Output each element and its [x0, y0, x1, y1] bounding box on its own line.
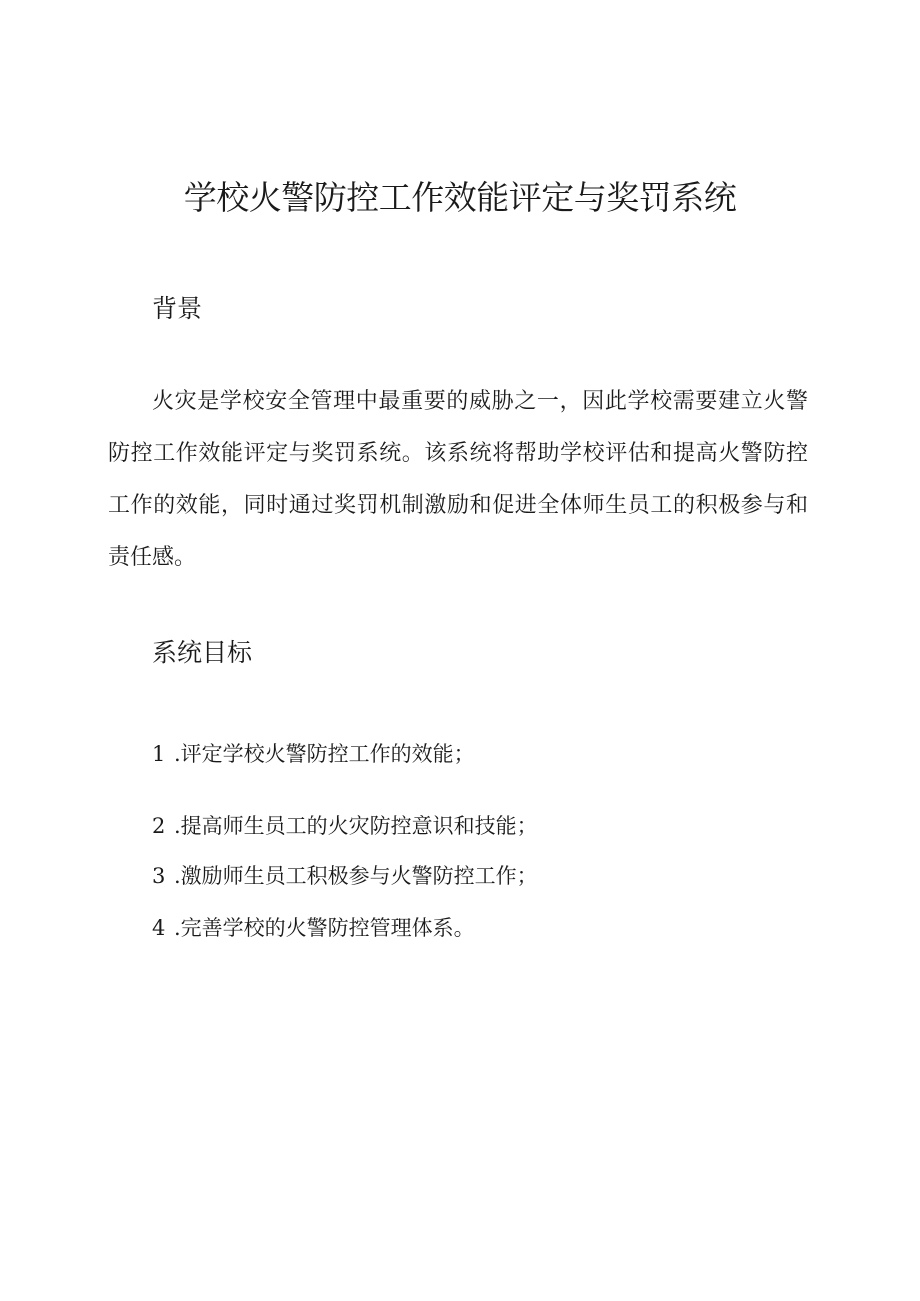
document-title: 学校火警防控工作效能评定与奖罚系统: [183, 178, 737, 217]
goal-list-item: [152, 859, 538, 893]
goal-number: 2: [152, 814, 166, 838]
goal-number: 1: [152, 742, 166, 766]
goal-number: 4: [152, 916, 166, 940]
section-heading-background: 背景: [152, 294, 203, 323]
goal-list-item: [152, 809, 538, 843]
goal-number: 3: [152, 864, 166, 888]
goal-list-item: [152, 911, 475, 945]
section-heading-goals: 系统目标: [152, 638, 253, 667]
goal-list-item: [152, 737, 475, 771]
goal-text: .激励师生员工积极参与火警防控工作；: [174, 864, 538, 888]
goal-text: .评定学校火警防控工作的效能；: [174, 742, 475, 766]
goal-text: .完善学校的火警防控管理体系。: [174, 916, 475, 940]
goal-text: .提高师生员工的火灾防控意识和技能；: [174, 814, 538, 838]
background-paragraph: 火灾是学校安全管理中最重要的威胁之一，因此学校需要建立火警防控工作效能评定与奖罚系统。该系统将帮助学校评估和提高火警防控工作的效能，同时通过奖罚机制激励和促进全体师生员工的积极参与和责任感。: [108, 389, 808, 570]
